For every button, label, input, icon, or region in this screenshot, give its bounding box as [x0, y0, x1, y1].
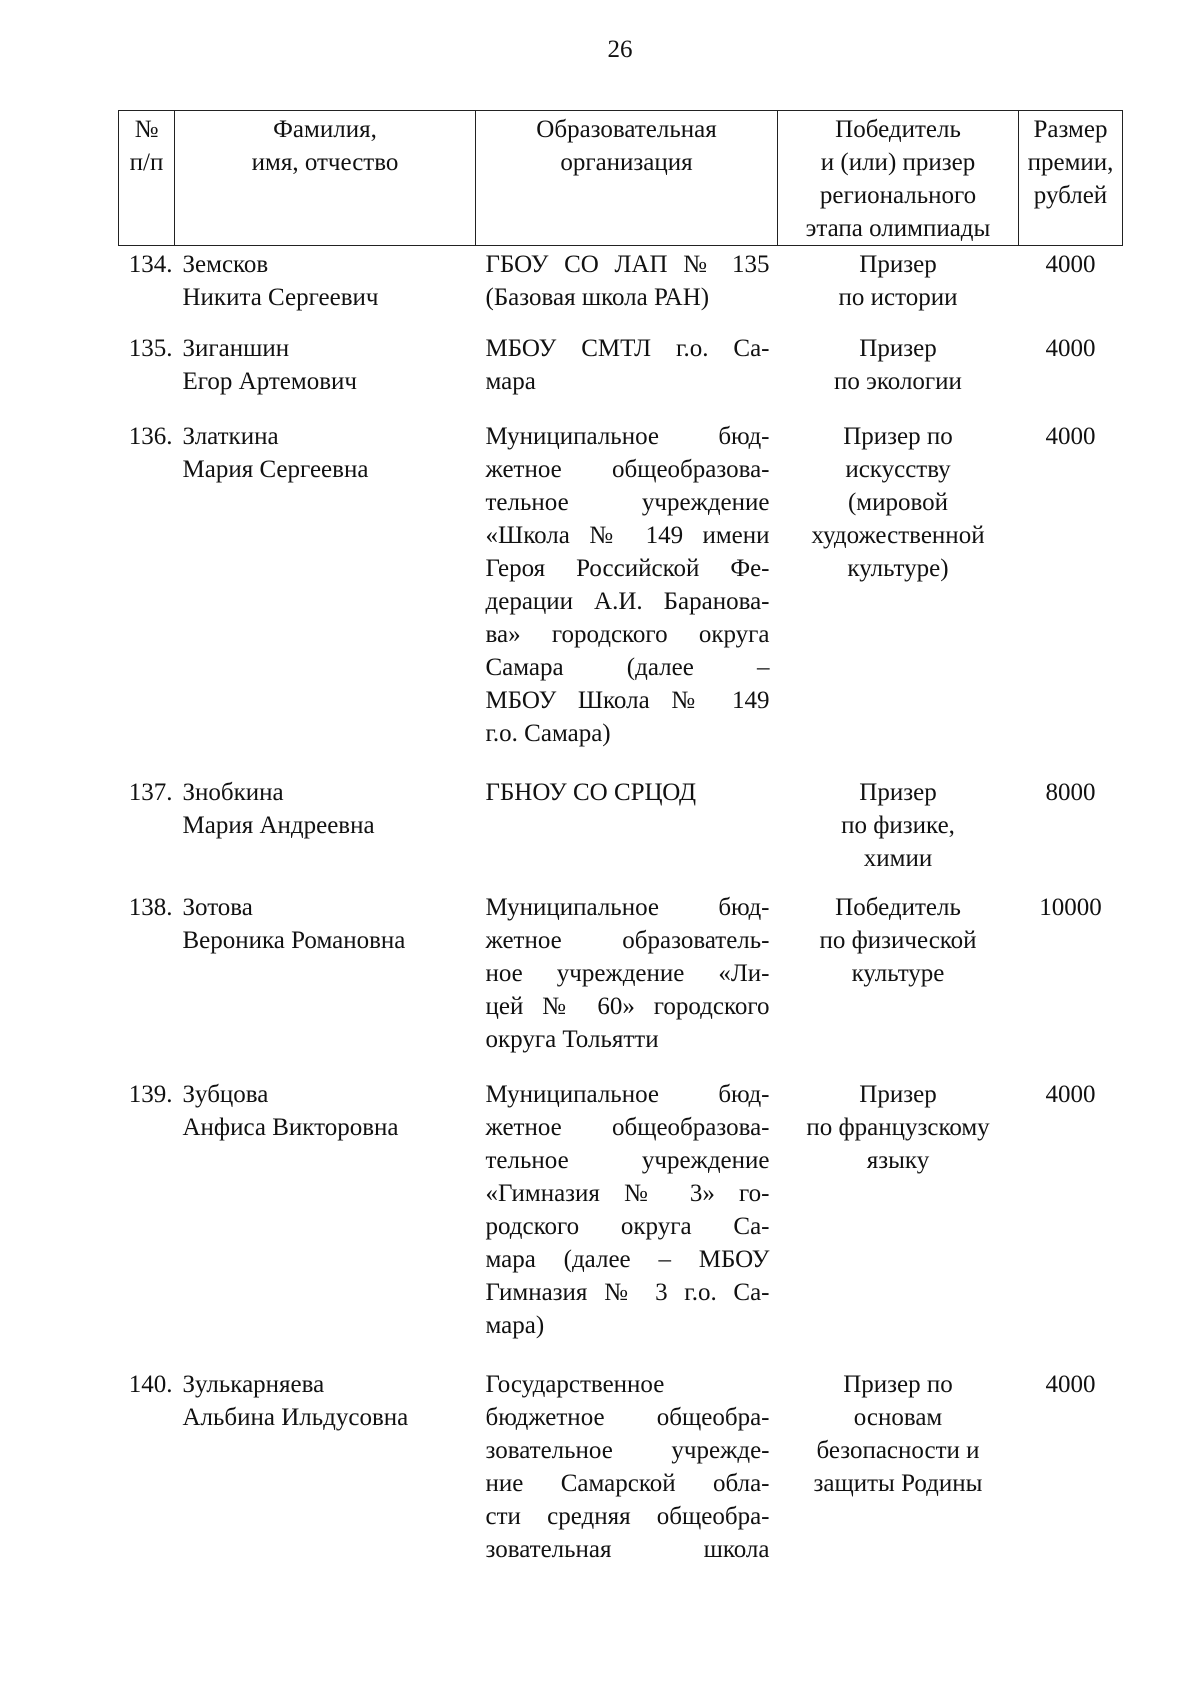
organization-line: ГБОУ СО ЛАП № 135 [485, 251, 770, 278]
row-prize: 4000 [1045, 1371, 1096, 1398]
row-organization [476, 332, 778, 420]
organization-line: дерации А.И. Баранова- [485, 588, 770, 615]
row-number: 136. [128, 423, 173, 450]
row-full-name [175, 891, 476, 1078]
award-line: по истории [838, 284, 958, 311]
award-line: по физике, [841, 812, 955, 839]
award-line: культуре) [847, 555, 949, 582]
header-line: Размер [1033, 116, 1108, 143]
row-award [778, 1078, 1019, 1368]
row-award [778, 332, 1019, 420]
organization-line: «Гимназия № 3» го- [485, 1180, 770, 1207]
organization-line: «Школа № 149 имени [485, 522, 770, 549]
table-row [119, 1368, 1123, 1566]
row-full-name [175, 332, 476, 420]
organization-line: мара (далее – МБОУ [485, 1246, 770, 1273]
award-line: Призер по [843, 423, 953, 450]
name-line: Мария Андреевна [182, 812, 375, 839]
organization-line: ва» городского округа [485, 621, 770, 648]
header-line: Победитель [835, 116, 961, 143]
table-header [119, 111, 1123, 246]
organization-line: зовательная школа [485, 1536, 770, 1563]
organization-line: ное учреждение «Ли- [485, 960, 770, 987]
award-line: (мировой [847, 489, 949, 516]
table-row [119, 246, 1123, 333]
award-line: Призер [859, 251, 937, 278]
header-award [778, 111, 1019, 246]
row-organization [476, 1368, 778, 1566]
award-line: Призер [859, 1081, 937, 1108]
organization-line: мара) [485, 1312, 545, 1339]
name-line: Мария Сергеевна [182, 456, 369, 483]
organization-line: Самара (далее – [485, 654, 770, 681]
header-line: этапа олимпиады [805, 215, 991, 242]
row-organization [476, 420, 778, 776]
row-prize: 10000 [1039, 894, 1102, 921]
name-line: Зубцова [182, 1081, 269, 1108]
row-prize: 4000 [1045, 335, 1096, 362]
row-award [778, 420, 1019, 776]
organization-line: Героя Российской Фе- [485, 555, 770, 582]
organization-line: цей № 60» городского [485, 993, 770, 1020]
header-full-name [175, 111, 476, 246]
name-line: Вероника Романовна [182, 927, 406, 954]
row-full-name [175, 246, 476, 333]
organization-line: родского округа Са- [485, 1213, 770, 1240]
organization-line: ние Самарской обла- [485, 1470, 770, 1497]
table-row [119, 891, 1123, 1078]
organization-line: МБОУ СМТЛ г.о. Са- [485, 335, 770, 362]
row-number: 135. [128, 335, 173, 362]
award-line: химии [863, 845, 933, 872]
row-organization [476, 891, 778, 1078]
row-number: 134. [128, 251, 173, 278]
name-line: Знобкина [182, 779, 284, 806]
name-line: Златкина [182, 423, 279, 450]
organization-line: мара [485, 368, 536, 395]
award-line: по физической [819, 927, 977, 954]
row-full-name [175, 420, 476, 776]
table-row [119, 1078, 1123, 1368]
organization-line: жетное общеобразова- [485, 456, 770, 483]
organization-line: г.о. Самара) [485, 720, 611, 747]
organization-line: Муниципальное бюд- [485, 894, 770, 921]
header-line: п/п [129, 149, 164, 176]
awardees-table [118, 110, 1123, 1566]
row-prize: 8000 [1045, 779, 1096, 806]
award-line: Призер по [843, 1371, 953, 1398]
page-number: 26 [607, 36, 633, 63]
row-prize: 4000 [1045, 251, 1096, 278]
organization-line: Муниципальное бюд- [485, 1081, 770, 1108]
award-line: по экологии [834, 368, 962, 395]
table-row [119, 420, 1123, 776]
name-line: Зулькарняева [182, 1371, 325, 1398]
row-award [778, 246, 1019, 333]
row-award [778, 776, 1019, 891]
table-body [119, 246, 1123, 1567]
organization-line: тельное учреждение [485, 489, 770, 516]
row-organization [476, 1078, 778, 1368]
header-line: и (или) призер [820, 149, 976, 176]
header-organization [476, 111, 778, 246]
header-line: Образовательная [536, 116, 717, 143]
row-organization [476, 246, 778, 333]
row-number: 140. [128, 1371, 173, 1398]
name-line: Никита Сергеевич [182, 284, 379, 311]
organization-line: (Базовая школа РАН) [485, 284, 710, 311]
header-number [119, 111, 175, 246]
name-line: Анфиса Викторовна [182, 1114, 399, 1141]
row-full-name [175, 776, 476, 891]
organization-line: бюджетное общеобра- [485, 1404, 770, 1431]
name-line: Егор Артемович [182, 368, 357, 395]
header-line: премии, [1027, 149, 1114, 176]
award-line: языку [866, 1147, 930, 1174]
organization-line: округа Тольятти [485, 1026, 659, 1053]
row-full-name [175, 1078, 476, 1368]
award-line: защиты Родины [813, 1470, 983, 1497]
row-prize: 4000 [1045, 423, 1096, 450]
award-line: Призер [859, 335, 937, 362]
row-number: 137. [128, 779, 173, 806]
award-line: культуре [851, 960, 945, 987]
organization-line: Гимназия № 3 г.о. Са- [485, 1279, 770, 1306]
award-line: Победитель [835, 894, 961, 921]
award-line: основам [853, 1404, 943, 1431]
award-line: безопасности и [816, 1437, 980, 1464]
header-line: регионального [819, 182, 977, 209]
organization-line: жетное общеобразова- [485, 1114, 770, 1141]
award-line: по французскому [806, 1114, 990, 1141]
name-line: Альбина Ильдусовна [182, 1404, 409, 1431]
row-number: 139. [128, 1081, 173, 1108]
row-award [778, 891, 1019, 1078]
organization-line: сти средняя общеобра- [485, 1503, 770, 1530]
table-row [119, 332, 1123, 420]
organization-line: жетное образователь- [485, 927, 770, 954]
award-line: художественной [811, 522, 985, 549]
header-prize [1019, 111, 1123, 246]
row-number: 138. [128, 894, 173, 921]
header-line: имя, отчество [251, 149, 399, 176]
row-award [778, 1368, 1019, 1566]
organization-line: Государственное [485, 1371, 665, 1398]
organization-line: тельное учреждение [485, 1147, 770, 1174]
row-organization [476, 776, 778, 891]
table-row [119, 776, 1123, 891]
award-line: искусству [845, 456, 951, 483]
organization-line: зовательное учрежде- [485, 1437, 770, 1464]
organization-line: МБОУ Школа № 149 [485, 687, 770, 714]
name-line: Зотова [182, 894, 253, 921]
row-full-name [175, 1368, 476, 1566]
header-line: рублей [1033, 182, 1108, 209]
name-line: Земсков [182, 251, 269, 278]
row-prize: 4000 [1045, 1081, 1096, 1108]
organization-line: ГБНОУ СО СРЦОД [485, 779, 697, 806]
header-line: организация [560, 149, 693, 176]
organization-line: Муниципальное бюд- [485, 423, 770, 450]
header-line: № [134, 116, 159, 143]
header-line: Фамилия, [273, 116, 377, 143]
name-line: Зиганшин [182, 335, 290, 362]
award-line: Призер [859, 779, 937, 806]
